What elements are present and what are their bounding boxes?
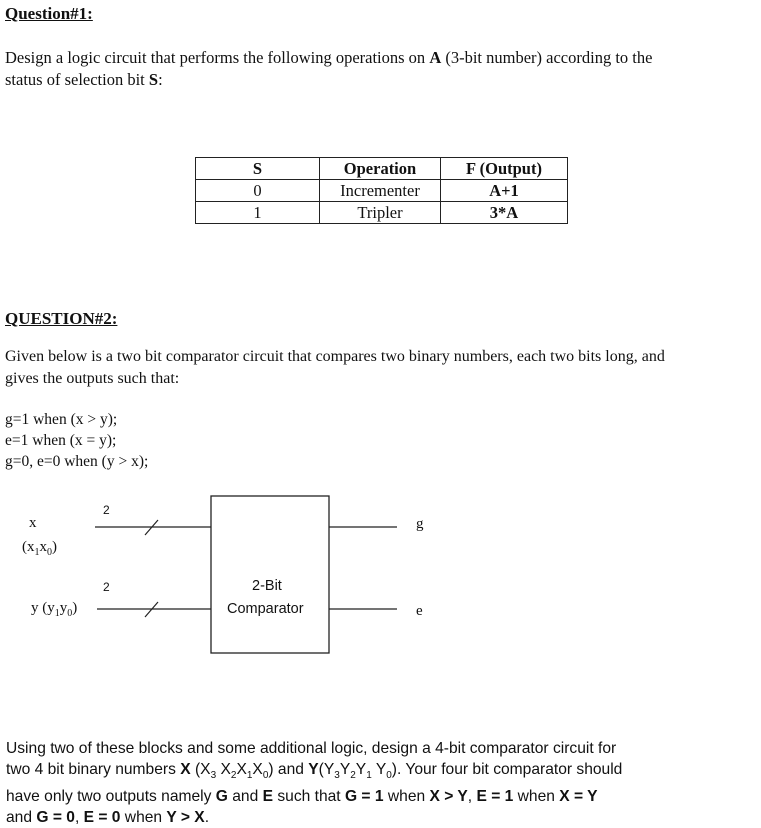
g-output-label: g [416, 516, 424, 532]
q1-text-line2: status of selection bit S: [5, 70, 163, 89]
x-input-bits: $(x_1x_0)$ [22, 539, 57, 558]
q3-line4: and G = 0, E = 0 when Y > X. [6, 809, 210, 827]
comparator-diagram [0, 490, 761, 670]
table-header-row [196, 158, 568, 180]
x-input-label: x [29, 515, 37, 531]
operations-table [195, 157, 568, 224]
cell-operation: Tripler [320, 202, 441, 224]
q1-text-line1: Design a logic circuit that performs the following operations on A (3-bit number) according to the [5, 48, 653, 67]
cell-output: A+1 [441, 180, 568, 202]
y-bus-width: 2 [103, 580, 110, 594]
y-input-label: y $(y_1y_0)$ [31, 600, 78, 619]
q3-line2: two 4 bit binary numbers X ($X_3$ $X_2X_1X_0$) and $Y(Y_3Y_2Y_1$ $Y_0$). Your four bit comparator should [6, 761, 623, 782]
condition-g: g=1 when (x > y); [5, 411, 118, 428]
q3-paragraph [6, 738, 746, 828]
condition-none: g=0, e=0 when (y > x); [5, 453, 149, 470]
q2-heading: QUESTION#2: [5, 309, 118, 328]
comparator-block [211, 496, 329, 653]
block-label-line2: Comparator [227, 601, 304, 617]
cell-output: 3*A [441, 202, 568, 224]
cell-s: 1 [196, 202, 320, 224]
q2-text-line2: gives the outputs such that: [5, 370, 180, 387]
q1-heading: Question#1: [5, 4, 93, 23]
table-row [196, 202, 568, 224]
block-label-line1: 2-Bit [252, 578, 282, 594]
e-output-label: e [416, 603, 423, 619]
q3-line3: have only two outputs namely G and E such that G = 1 when X > Y, E = 1 when X = Y [6, 788, 598, 806]
q2-text-line1: Given below is a two bit comparator circuit that compares two binary numbers, each two bits long, and [5, 348, 665, 365]
cell-s: 0 [196, 180, 320, 202]
q3-line1: Using two of these blocks and some additional logic, design a 4-bit comparator circuit for [6, 740, 617, 757]
table-row [196, 180, 568, 202]
header-s: S [196, 158, 320, 180]
condition-e: e=1 when (x = y); [5, 432, 117, 449]
header-operation: Operation [320, 158, 441, 180]
x-bus-width: 2 [103, 503, 110, 517]
cell-operation: Incrementer [320, 180, 441, 202]
header-output: F (Output) [441, 158, 568, 180]
